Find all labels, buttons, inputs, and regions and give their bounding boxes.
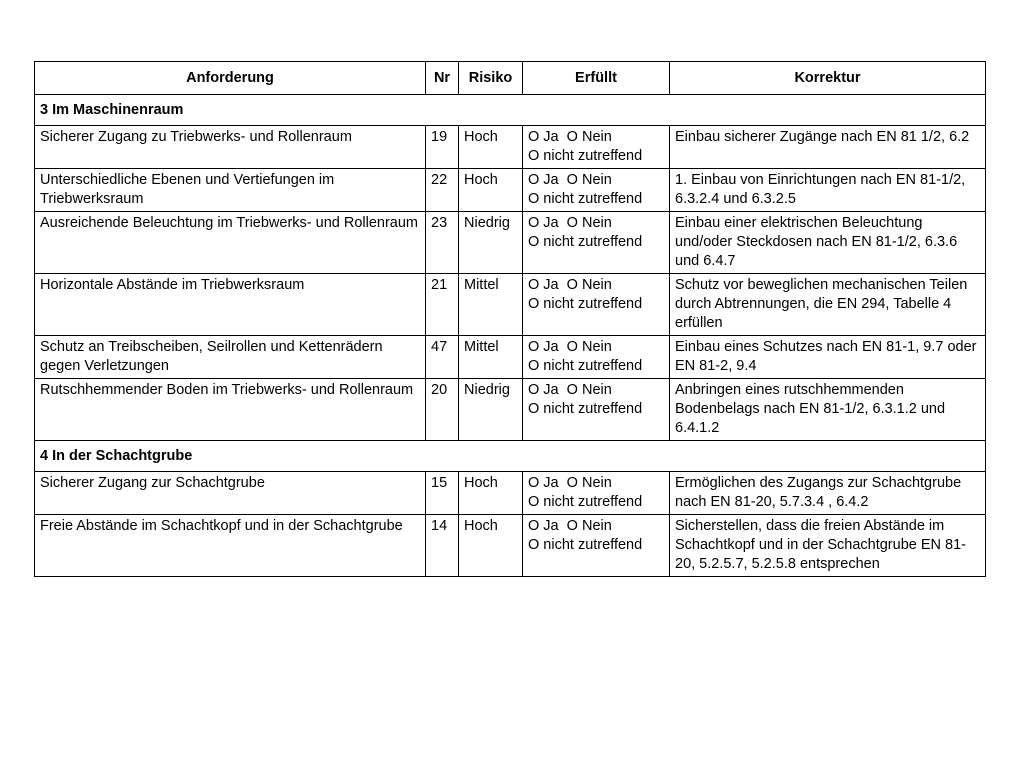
cell-korrektur: Anbringen eines rutschhemmenden Bodenbelags nach EN 81-1/2, 6.3.1.2 und 6.4.1.2: [670, 379, 986, 441]
erfuellt-nicht-zutreffend[interactable]: O nicht zutreffend: [528, 234, 643, 250]
requirements-table: [34, 61, 986, 577]
cell-korrektur: Einbau einer elektrischen Beleuchtung und/oder Steckdosen nach EN 81-1/2, 6.3.6 und 6.4.7: [670, 212, 986, 274]
cell-anforderung: Ausreichende Beleuchtung im Triebwerks- und Rollenraum: [35, 212, 426, 274]
table-row: [35, 126, 986, 169]
cell-nr: 23: [426, 212, 459, 274]
table-header-row: [35, 62, 986, 95]
cell-risiko: Mittel: [459, 274, 523, 336]
erfuellt-ja-nein[interactable]: O Ja O Nein: [528, 382, 612, 398]
erfuellt-ja-nein[interactable]: O Ja O Nein: [528, 172, 612, 188]
cell-anforderung: Sicherer Zugang zu Triebwerks- und Rollenraum: [35, 126, 426, 169]
section-row: [35, 95, 986, 126]
cell-risiko: Hoch: [459, 126, 523, 169]
cell-anforderung: Horizontale Abstände im Triebwerksraum: [35, 274, 426, 336]
cell-risiko: Mittel: [459, 336, 523, 379]
cell-erfuellt: [523, 472, 670, 515]
erfuellt-nicht-zutreffend[interactable]: O nicht zutreffend: [528, 537, 643, 553]
cell-erfuellt: [523, 126, 670, 169]
cell-risiko: Niedrig: [459, 379, 523, 441]
erfuellt-ja-nein[interactable]: O Ja O Nein: [528, 339, 612, 355]
table-row: [35, 274, 986, 336]
cell-korrektur: 1. Einbau von Einrichtungen nach EN 81-1/2, 6.3.2.4 und 6.3.2.5: [670, 169, 986, 212]
cell-anforderung: Unterschiedliche Ebenen und Vertiefungen im Triebwerksraum: [35, 169, 426, 212]
cell-nr: 15: [426, 472, 459, 515]
cell-nr: 21: [426, 274, 459, 336]
erfuellt-ja-nein[interactable]: O Ja O Nein: [528, 475, 612, 491]
cell-anforderung: Sicherer Zugang zur Schachtgrube: [35, 472, 426, 515]
table-row: [35, 212, 986, 274]
cell-risiko: Hoch: [459, 169, 523, 212]
cell-korrektur: Einbau sicherer Zugänge nach EN 81 1/2, 6.2: [670, 126, 986, 169]
cell-erfuellt: [523, 336, 670, 379]
header-korrektur: Korrektur: [670, 62, 986, 95]
section-row: [35, 441, 986, 472]
table-row: [35, 472, 986, 515]
cell-erfuellt: [523, 169, 670, 212]
cell-risiko: Niedrig: [459, 212, 523, 274]
erfuellt-nicht-zutreffend[interactable]: O nicht zutreffend: [528, 494, 643, 510]
erfuellt-ja-nein[interactable]: O Ja O Nein: [528, 215, 612, 231]
cell-risiko: Hoch: [459, 472, 523, 515]
erfuellt-nicht-zutreffend[interactable]: O nicht zutreffend: [528, 148, 643, 164]
header-risiko: Risiko: [459, 62, 523, 95]
cell-erfuellt: [523, 379, 670, 441]
erfuellt-ja-nein[interactable]: O Ja O Nein: [528, 277, 612, 293]
cell-korrektur: Sicherstellen, dass die freien Abstände im Schachtkopf und in der Schachtgrube EN 81-20, 5.2.5.7, 5.2.5.8 entsprechen: [670, 515, 986, 577]
table-row: [35, 336, 986, 379]
cell-korrektur: Einbau eines Schutzes nach EN 81-1, 9.7 oder EN 81-2, 9.4: [670, 336, 986, 379]
header-nr: Nr: [426, 62, 459, 95]
erfuellt-nicht-zutreffend[interactable]: O nicht zutreffend: [528, 401, 643, 417]
table-row: [35, 379, 986, 441]
cell-nr: 47: [426, 336, 459, 379]
cell-korrektur: Ermöglichen des Zugangs zur Schachtgrube nach EN 81-20, 5.7.3.4 , 6.4.2: [670, 472, 986, 515]
erfuellt-nicht-zutreffend[interactable]: O nicht zutreffend: [528, 191, 643, 207]
cell-anforderung: Schutz an Treibscheiben, Seilrollen und Kettenrädern gegen Verletzungen: [35, 336, 426, 379]
header-anforderung: Anforderung: [35, 62, 426, 95]
cell-erfuellt: [523, 212, 670, 274]
erfuellt-nicht-zutreffend[interactable]: O nicht zutreffend: [528, 296, 643, 312]
cell-nr: 22: [426, 169, 459, 212]
table-row: [35, 515, 986, 577]
table-row: [35, 169, 986, 212]
section-title: 3 Im Maschinenraum: [35, 95, 986, 126]
cell-risiko: Hoch: [459, 515, 523, 577]
cell-erfuellt: [523, 274, 670, 336]
cell-nr: 19: [426, 126, 459, 169]
header-erfuellt: Erfüllt: [523, 62, 670, 95]
cell-anforderung: Freie Abstände im Schachtkopf und in der Schachtgrube: [35, 515, 426, 577]
erfuellt-nicht-zutreffend[interactable]: O nicht zutreffend: [528, 358, 643, 374]
erfuellt-ja-nein[interactable]: O Ja O Nein: [528, 129, 612, 145]
section-title: 4 In der Schachtgrube: [35, 441, 986, 472]
erfuellt-ja-nein[interactable]: O Ja O Nein: [528, 518, 612, 534]
cell-nr: 20: [426, 379, 459, 441]
cell-erfuellt: [523, 515, 670, 577]
cell-korrektur: Schutz vor beweglichen mechanischen Teilen durch Abtrennungen, die EN 294, Tabelle 4 erfüllen: [670, 274, 986, 336]
cell-anforderung: Rutschhemmender Boden im Triebwerks- und Rollenraum: [35, 379, 426, 441]
cell-nr: 14: [426, 515, 459, 577]
